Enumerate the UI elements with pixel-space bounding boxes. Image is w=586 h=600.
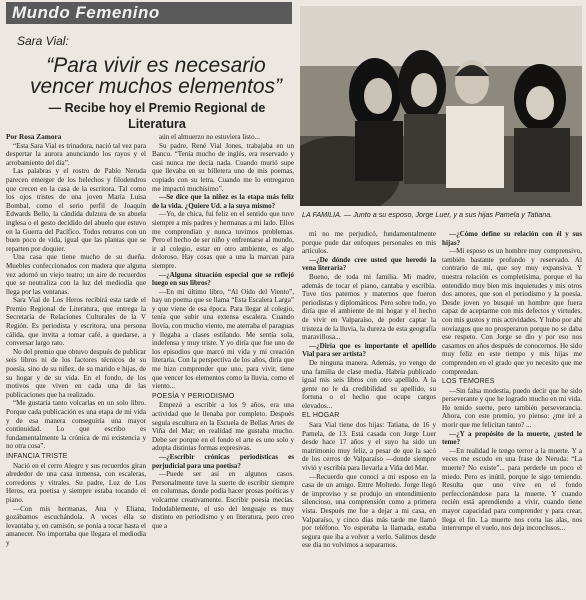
paragraph: Sara Vial de Los Heros recibirá esta tarde el Premio Regional de Literatura, que entrega la Secretaría de Relaciones Culturales de la V Región. Es periodista y escritora, una persona cálida, que invita a tomar café, a quedarse, a conversar largo rato. xyxy=(6,296,146,348)
paragraph: Una casa que tiene mucho de su dueña. Muebles confeccionados con madera que alguna vez adornó un viejo teatro; un aire de recuerdos que se neutraliza con la luz del mediodía que llega por las ventanas. xyxy=(6,253,146,296)
paragraph: Sara Vial tiene dos hijas: Tatiana, de 16 y Pamela, de 13. Está casada con Jorge Luer desde hace 17 años y el suyo ha sido un matrimonio muy feliz, a pesar de que la sacó de los cerros de Valparaíso —donde siempre vivió y escribía para llevarla a Viña del Mar. xyxy=(302,421,436,473)
paragraph: Su padre, René Vial Jones, trabajaba en un Banco. “Tenía mucho de inglés, era reservado y casi nunca me decía nada. Cuando murió supe que llevaba en su billetera uno de mis poemas, copiado con su letra. Cuando me lo entregaron me impactó muchísimo”. xyxy=(152,141,294,193)
paragraph: —Mi esposo es un hombre muy comprensivo, también bastante profundo y reservado. Al contrario de mí, que soy muy expansiva. Y nuestra relación es completísima, porque el ha entendido muy bien mis inquietudes y mis otros dos amores, que son el periodismo y la poesía. Desde joven yo busqué un hombre que fuera capaz de aceptarme con mis defectos y virtudes, con mis gustos y mis actividades. Y hubo por ahí noviazgos que no prosperaron porque no se daba ese respeto. Con Jorge se dio y por eso nos casamos en años después de conocernos. He sido muy feliz en este tiempo y mis hijas me comprenden en el grado que yo necesito que me comprendan. xyxy=(442,247,582,376)
paragraph: aún el almuerzo no estuviera listo... xyxy=(159,133,260,141)
paragraph: De ninguna manera. Además, yo vengo de una familia de clase media. Habría publicado igual mis seis libros con otro apellido. A la gente no le da credibilidad su apellido, su fortuna o el hecho que ocupe cargos elevados... xyxy=(302,358,436,410)
article-column-4 xyxy=(442,230,582,599)
headline: “Para vivir es necesario vencer muchos elementos” xyxy=(29,54,283,98)
byline: Por Rosa Zamora xyxy=(6,133,62,141)
paragraph: —Yo, de chica, fui feliz en el sentido que tuve siempre a mis padres y hermanas a mi lado. Ellos me comprendían y nunca tuvimos problemas. Pero el hecho de ser niño y enfrentarse al mundo, ir al colegio, estar en otro ambiente, es algo doloroso. Hay cosas que a una la marcan para siempre. xyxy=(152,210,294,270)
paragraph: Empezó a escribir a los 9 años, era una actividad que le llenaba por completo. Después seguía escultura en la Escuela de Bellas Artes de Viña del Mar; en realidad me gustaba mucho. Debe ser porque en el fondo el arte es uno solo y adopta distintas formas expresivas. xyxy=(152,401,294,453)
paragraph: “Esta Sara Vial es trinadora, nació tal vez para despertar la aurora anunciando los rayos y el arrobamiento del día”. xyxy=(6,141,146,167)
paragraph: Las palabras y el rostro de Pablo Neruda parecen emerger de los helechos y filodendros que crecen en la casa de la escritora. Tal como los ojos tristes de una joven María Luisa Bombal, como el serio perfil de Joaquín Edwards Bello, la cándida dulzura de su abuela inglesa o el gesto decidido del abuelo que estuvo en la Guerra del Pacífico. Todos retratos con un buen poco de vida, igual que las plantas que se reparten por doquier. xyxy=(6,167,146,253)
paragraph: —Puede ser así en algunos casos. Personalmente tuve la suerte de escribir siempre en columnas, donde podía hacer prosas poéticas y volcarme creativamente. Escribir poesía mecías. Indudablemente, el uso del lenguaje es muy distinto en periodismo y en literatura, pero creo que a xyxy=(152,470,294,530)
paragraph: Nació en el cerro Alegre y sus recuerdos giran alrededor de una casa inmensa, con escaleras, corredores y vitrales. Su padre, Luz de Los Heros, era poetisa y siempre estaba tocando el piano. xyxy=(6,461,146,504)
article-column-3 xyxy=(302,230,436,599)
paragraph: —En realidad le tengo terror a la muerte. Y a veces me escudo en una frase de Neruda: “La muerte? No existe”... para perderle un poco el miedo. Pero es inútil, porque le sigo temiendo. Resulta que uno vive en el fondo perfeccionándose para la muerte. Y cuando recién está aprendiendo a vivir, cuando tiene mayor capacidad para comprender y para crear, llega el fin. La muerte nos corta las alas, nos interrumpe el vuelo, nos deja inconclusos... xyxy=(442,446,582,533)
paragraph: “Me gustaría tanto volcarlas en un solo libro. Porque cada publicación es una etapa de mi vida y de esa manera conseguiría una mayor continuidad. Lo que escribo es fundamentalmente la crónica de mi existencia y no otra cosa”. xyxy=(6,399,146,451)
subheading: EL HOGAR xyxy=(302,412,340,420)
paragraph: mí no me perjudicó, fundamentalmente porque pude dar enfoques personales en mis artículos. xyxy=(302,230,436,256)
photo-caption: LA FAMILIA. — Junto a su esposo, Jorge Luer, y a sus hijas Pamela y Tatiana. xyxy=(302,210,553,219)
section-banner: Mundo Femenino xyxy=(6,2,292,24)
subheading: LOS TEMORES xyxy=(442,378,495,386)
interview-question: —Se dice que la niñez es la etapa más feliz de la vida. ¿Quiere Ud. a la suya mismo? xyxy=(152,193,294,210)
interview-question: —¿De dónde cree usted que heredó la vena literaria? xyxy=(302,255,436,273)
interview-question: —¿Alguna situación especial que se reflejó luego en sus libros? xyxy=(152,270,294,288)
paragraph: —En mi último libro, “Al Oído del Viento”, hay un poema que se llama “Esta Escalera Larga” y que viene de esa época. Para llegar al colegio, tenía que subir una extensa escalera. Cuando llovía, con mucho viento, me aterraba el paraguas y llegaba a clases estilando. Me sentía sola, indefensa y muy triste. Y yo diría que fue uno de los episodios que marcó mi vida y mi creación literaria. Con la perspectiva de los años, diría que me hizo comprender que uno, para vivir, tiene que vencer los elementos como la lluvia, como el viento... xyxy=(152,287,294,391)
kicker: Sara Vial: xyxy=(17,34,69,48)
paragraph: —Con mis hermanas, Ana y Eliana, gozábamos escuchándola. A veces ella se levantaba y, en camisón, se ponía a tocar hasta el amanecer. No importaba que llegara el mediodía y xyxy=(6,504,146,547)
paragraph: —Sin falsa modestia, puedo decir que he sido perseverante y que he logrado mucho en mi vida. He tenido suerte, pero también perseverancia. Ahora, con este premio, yo pienso: ¿me iré a morir que me felicitan tanto? ... xyxy=(442,386,582,430)
subheading: INFANCIA TRISTE xyxy=(6,452,68,460)
paragraph: —Recuerdo que conocí a mi esposo en la casa de un amigo. Entre Moltedo. Jorge llegó de improviso y se produjo un entendimiento silencioso, una comprensión como a primera vista. Después me fue a dejar a mi casa, en Valparaíso, y cinco días más tarde me llamó por teléfono. Yo esperaba la llamada, estaba segura que iba a volver a verlo. Salimos desde ese día no volvimos a separarnos. xyxy=(302,472,436,550)
paragraph: Bueno, de toda mi familia. Mi madre, además de tocar el piano, cantaba y escribía. Tuve tíos paternos y maternos que fueron periodistas y diplomáticos. Pero sobre todo, yo diría que el ambiente de mi hogar y el hecho de vivir en Valparaíso, de poder captar la tristeza de la lluvia, la dureza de esta geografía maravillosa... xyxy=(302,272,436,342)
interview-question: —¿Cómo define su relación con él y sus hijas? xyxy=(442,230,582,247)
subheading: POESÍA Y PERIODISMO xyxy=(152,392,235,400)
family-photo xyxy=(300,6,582,206)
interview-question: —¿Diría que es importante el apellido Vial para ser artista? xyxy=(302,341,436,359)
paragraph: No del premio que obtuvo después de publicar seis libros ni de los factores técnicos de su poesía, sino de su niñez, de su marido e hijas, de su hogar y de su vida. En el fondo, de los motivos que viven en cada una de las publicaciones que ha realizado. xyxy=(6,347,146,399)
interview-question: —¿Y a propósito de la muerte, ¿usted le teme? xyxy=(442,429,582,447)
article-column-2 xyxy=(152,133,294,599)
deck-subtitle: — Recibe hoy el Premio Regional de Literatura xyxy=(48,101,266,131)
interview-question: —¿Escribir crónicas periodísticas es perjudicial para una poetisa? xyxy=(152,452,294,470)
article-column-1 xyxy=(6,133,146,599)
